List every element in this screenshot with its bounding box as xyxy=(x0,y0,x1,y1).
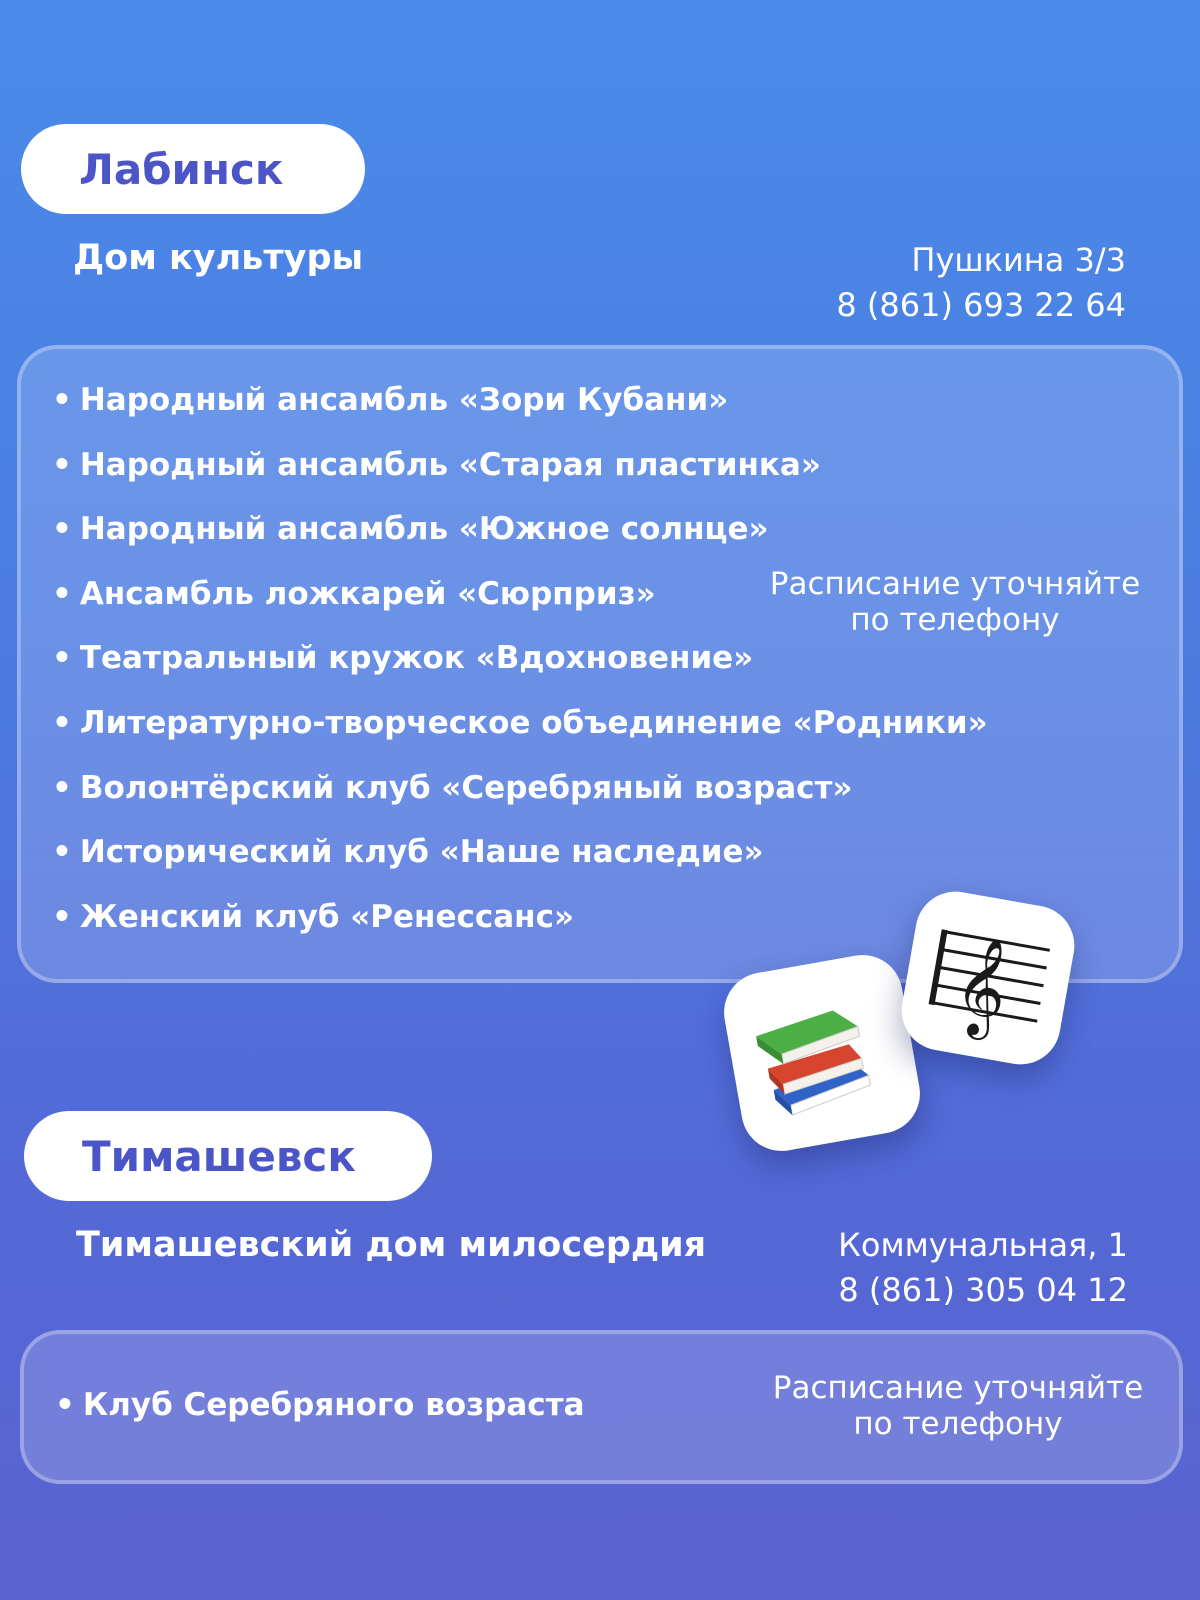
venue-name-timashevsk: Тимашевский дом милосердия xyxy=(76,1225,707,1265)
phone-link[interactable]: 8 (861) 693 22 64 xyxy=(836,286,1126,324)
list-item: • Женский клуб «Ренессанс» xyxy=(52,898,574,935)
activity-list-labinsk xyxy=(52,368,988,949)
music-note-icon xyxy=(895,885,1080,1070)
list-item: • Волонтёрский клуб «Серебряный возраст» xyxy=(52,769,853,806)
activity-list-timashevsk xyxy=(55,1373,585,1438)
svg-text:𝄞: 𝄞 xyxy=(948,932,1016,1040)
city-title-labinsk xyxy=(21,124,365,214)
contacts-timashevsk xyxy=(838,1223,1128,1313)
list-item: • Клуб Серебряного возраста xyxy=(55,1387,585,1423)
phone-link[interactable]: 8 (861) 305 04 12 xyxy=(838,1271,1128,1309)
list-item: • Исторический клуб «Наше наследие» xyxy=(52,834,764,871)
city-name: Тимашевск xyxy=(82,1131,356,1181)
schedule-note-labinsk: Расписание уточняйте по телефону xyxy=(769,566,1141,638)
city-name: Лабинск xyxy=(79,144,284,194)
list-item: • Литературно-творческое объединение «Родники» xyxy=(52,704,988,741)
city-title-timashevsk xyxy=(24,1111,432,1201)
address: Пушкина 3/3 xyxy=(911,241,1126,279)
contacts-labinsk xyxy=(836,238,1126,328)
list-item: • Народный ансамбль «Зори Кубани» xyxy=(52,382,729,418)
schedule-note-timashevsk: Расписание уточняйте по телефону xyxy=(772,1370,1144,1442)
list-item: • Народный ансамбль «Старая пластинка» xyxy=(52,446,821,483)
books-icon xyxy=(718,949,927,1158)
venue-name-labinsk: Дом культуры xyxy=(73,238,364,278)
list-item: • Народный ансамбль «Южное солнце» xyxy=(52,511,769,548)
list-item: • Театральный кружок «Вдохновение» xyxy=(52,640,754,677)
address: Коммунальная, 1 xyxy=(838,1226,1128,1264)
list-item: • Ансамбль ложкарей «Сюрприз» xyxy=(52,575,656,612)
